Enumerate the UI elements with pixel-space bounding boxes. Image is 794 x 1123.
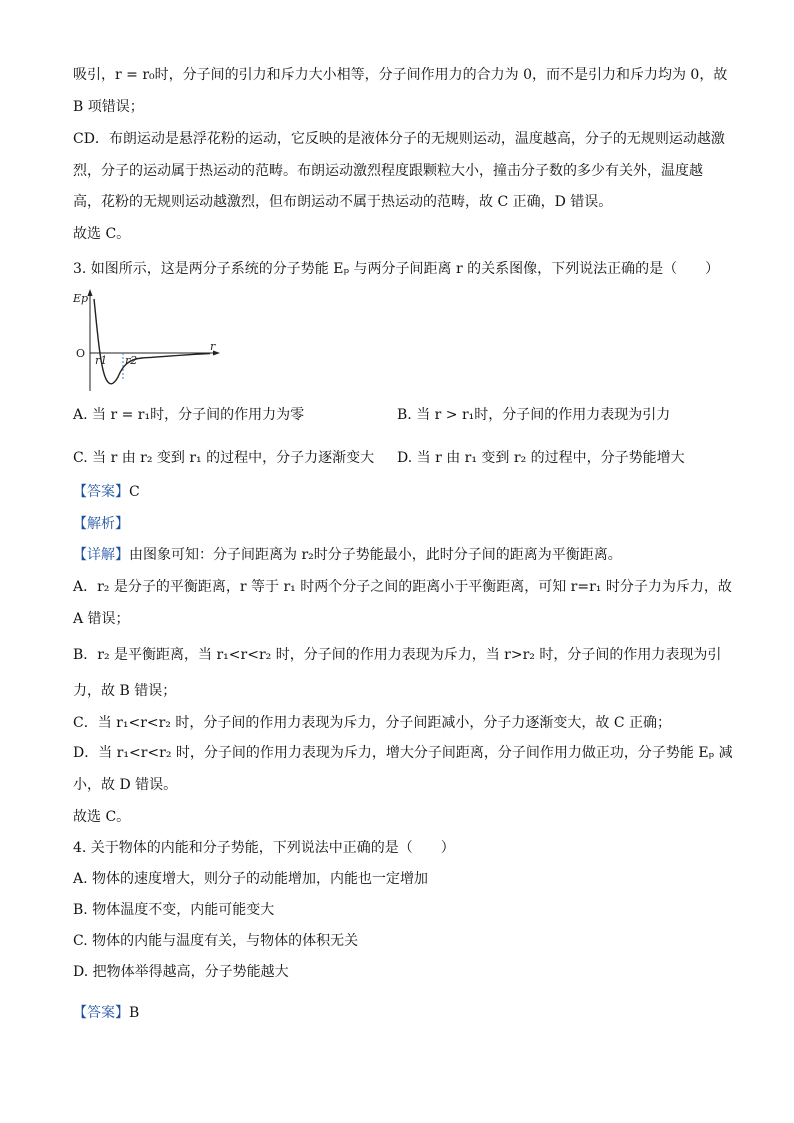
analysis-line: A 错误；	[73, 611, 130, 627]
answer-value: C	[129, 484, 140, 500]
analysis-line: A．r₂ 是分子的平衡距离，r 等于 r₁ 时两个分子之间的距离小于平衡距离，可知 r=r₁ 时分子力为斥力，故	[73, 579, 732, 595]
text-line: B 项错误；	[73, 99, 144, 115]
detail-text: 由图象可知：分子间距离为 r₂时分子势能最小，此时分子间的距离为平衡距离。	[129, 547, 622, 563]
answer-tag: 【答案】	[73, 1005, 129, 1021]
analysis-line: 力，故 B 错误；	[73, 683, 177, 699]
answer-4	[73, 1004, 139, 1022]
q3-option-c: C. 当 r 由 r₂ 变到 r₁ 的过程中，分子力逐渐变大	[73, 450, 375, 466]
analysis-line: D．当 r₁<r<r₂ 时，分子间的作用力表现为斥力，增大分子间距离，分子间作用力做正功，分子势能 Eₚ 减	[73, 745, 733, 761]
analysis-line: 小，故 D 错误。	[73, 777, 178, 793]
q4-option-a: A. 物体的速度增大，则分子的动能增加，内能也一定增加	[73, 871, 429, 887]
question-3-stem: 3. 如图所示，这是两分子系统的分子势能 Eₚ 与两分子间距离 r 的关系图像，下列说法正确的是（ ）	[73, 261, 720, 277]
q4-option-c: C. 物体的内能与温度有关，与物体的体积无关	[73, 933, 359, 949]
q4-option-b: B. 物体温度不变，内能可能变大	[73, 902, 275, 918]
text-line: 吸引，r = r₀时，分子间的引力和斥力大小相等，分子间作用力的合力为 0，而不是引力和斥力均为 0，故	[73, 67, 728, 83]
r-axis-label: r	[210, 340, 216, 353]
potential-energy-graph	[70, 287, 230, 393]
text-line: 故选 C。	[73, 226, 131, 242]
answer-3	[73, 483, 140, 501]
y-axis-arrow	[88, 289, 93, 296]
potential-curve	[94, 299, 210, 384]
detail-line	[73, 546, 622, 564]
text-line: 高，花粉的无规则运动越激烈，但布朗运动不属于热运动的范畴，故 C 正确，D 错误。	[73, 194, 613, 210]
q4-option-d: D. 把物体举得越高，分子势能越大	[73, 964, 289, 980]
question-4-stem: 4. 关于物体的内能和分子势能，下列说法中正确的是（ ）	[73, 840, 455, 856]
text-line: CD．布朗运动是悬浮花粉的运动，它反映的是液体分子的无规则运动，温度越高，分子的无规则运动越激	[73, 131, 725, 147]
answer-tag: 【答案】	[73, 484, 129, 500]
analysis-line: 故选 C。	[73, 809, 131, 825]
text-line: 烈，分子的运动属于热运动的范畴。布朗运动激烈程度跟颗粒大小，撞击分子数的多少有关外，温度越	[73, 163, 703, 179]
q3-option-d: D. 当 r 由 r₁ 变到 r₂ 的过程中，分子势能增大	[397, 450, 685, 466]
origin-label: O	[76, 347, 86, 360]
q3-option-a: A. 当 r = r₁时，分子间的作用力为零	[73, 407, 305, 423]
analysis-line: C．当 r₁<r<r₂ 时，分子间的作用力表现为斥力，分子间距减小，分子力逐渐变大，故 C 正确；	[73, 715, 671, 731]
r2-label: r2	[125, 354, 138, 367]
analysis-heading	[73, 515, 129, 533]
ep-axis-label: Ep	[73, 292, 89, 305]
q3-option-b: B. 当 r > r₁时，分子间的作用力表现为引力	[397, 407, 671, 423]
answer-value: B	[129, 1005, 140, 1021]
r1-label: r1	[95, 354, 108, 367]
analysis-line: B．r₂ 是平衡距离，当 r₁<r<r₂ 时，分子间的作用力表现为斥力，当 r>r₂ 时，分子间的作用力表现为引	[73, 647, 722, 663]
analysis-tag: 【解析】	[73, 516, 129, 532]
detail-tag: 【详解】	[73, 547, 129, 563]
